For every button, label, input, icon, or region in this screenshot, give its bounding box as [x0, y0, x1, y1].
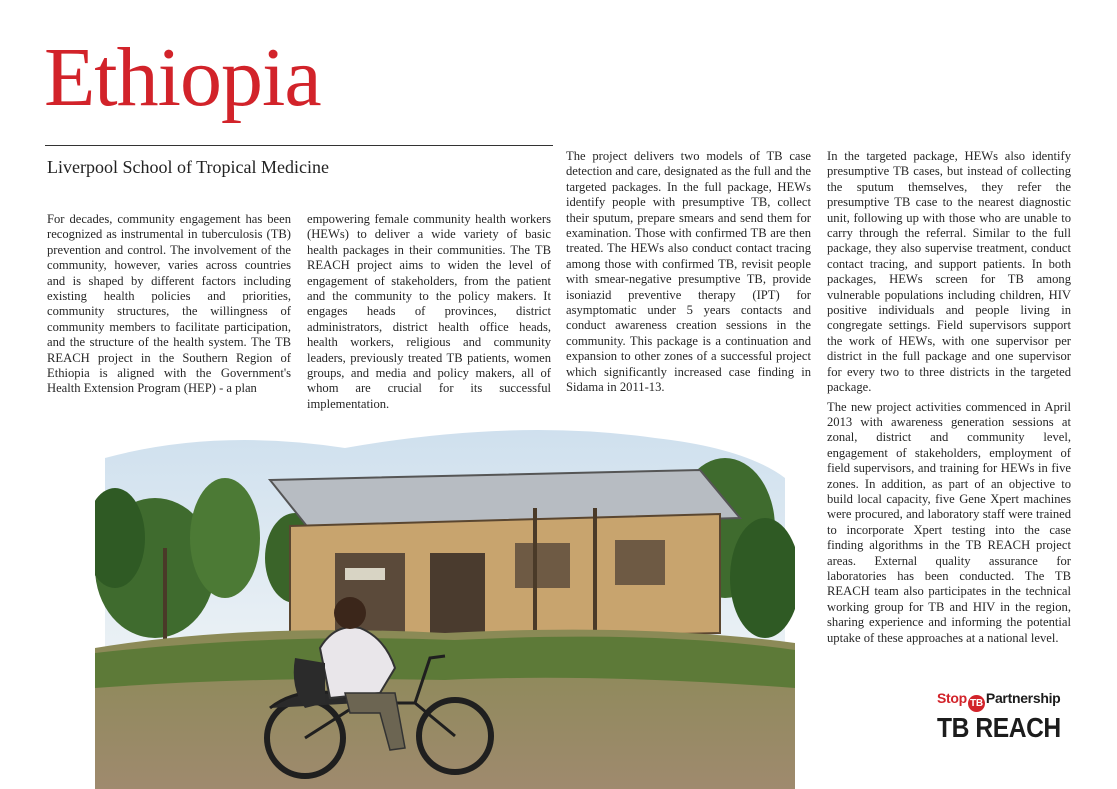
article-column-3: [566, 149, 811, 396]
stop-tb-tb-reach-logo: [937, 690, 1069, 746]
tb-badge-icon: TB: [968, 695, 985, 712]
article-column-1: [47, 212, 291, 397]
title-divider: [45, 145, 553, 146]
stop-tb-partnership-wordmark: Stop TB Partnership: [937, 690, 1069, 712]
article-column-4: [827, 149, 1071, 646]
article-paragraph: empowering female community health workers (HEWs) to deliver a wide variety of basic health packages in their communities. The TB REACH project aims to widen the level of engagement of stakeholders, from the patient and the community to the policy makers. It engages heads of provinces, district administrators, district health office heads, health workers, religious and community leaders, previously treated TB patients, women groups, and media and policy makers, all of whom are crucial for its successful implementation.: [307, 212, 551, 411]
article-paragraph: The project delivers two models of TB case detection and care, designated as the full and the targeted packages. In the full package, HEWs identify people with presumptive TB, collect their sputum, prepare smears and send them for examination. Those with confirmed TB are then treated. The HEWs also conduct contact tracing among those with confirmed TB, revisit people with smear-negative presumptive TB, provide isoniazid preventive therapy (IPT) for asymptomatic under 5 years contacts and conduct awareness creation sessions in the community. This package is a continuation and expansion to other zones of a successful project which significantly increased case finding in Sidama in 2011-13.: [566, 149, 811, 395]
organization-subtitle: Liverpool School of Tropical Medicine: [47, 157, 329, 177]
article-paragraph: In the targeted package, HEWs also identify presumptive TB cases, but instead of collecting the sputum themselves, they refer the presumptive TB case to the nearest diagnostic unit, following up with those who are unable to carry through the referral. Similar to the full package, they also supervise treatment, conduct contact tracing, and support patients. In both packages, HEWs screen for TB among vulnerable populations including children, HIV positive individuals and people living in congregate settings. Field supervisors support the work of HEWs, with one supervisor per district in the full package and one supervisor for every two to three districts in the targeted package.: [827, 149, 1071, 395]
article-column-2: [307, 212, 551, 412]
page-title: Ethiopia: [44, 31, 321, 124]
tb-reach-wordmark: TB REACH: [937, 712, 1061, 743]
article-paragraph: The new project activities commenced in April 2013 with awareness generation sessions at zonal, district and community level, engagement of stakeholders, employment of field supervisors, and training for HEWs in five zones. In addition, as part of an objective to build local capacity, five Gene Xpert machines were procured, and laboratory staff were trained to incorporate Xpert testing into the case finding algorithms in the TB REACH project areas. External quality assurance for laboratories has been conducted. The TB REACH team also participates in the technical working group for TB and HIV in the region, sharing experience and informing the potential uptake of these approaches at a national level.: [827, 399, 1071, 645]
article-paragraph: For decades, community engagement has been recognized as instrumental in tuberculosis (TB) prevention and control. The involvement of the community, however, varies across countries and is shaped by different factors including existing health policies and priorities, community structures, the willingness of community members to facilitate participation, and the structure of the health system. The TB REACH project in the Southern Region of Ethiopia is aligned with the Government's Health Extension Program (HEP) - a plan: [47, 212, 291, 396]
health-post-illustration: [95, 418, 795, 789]
